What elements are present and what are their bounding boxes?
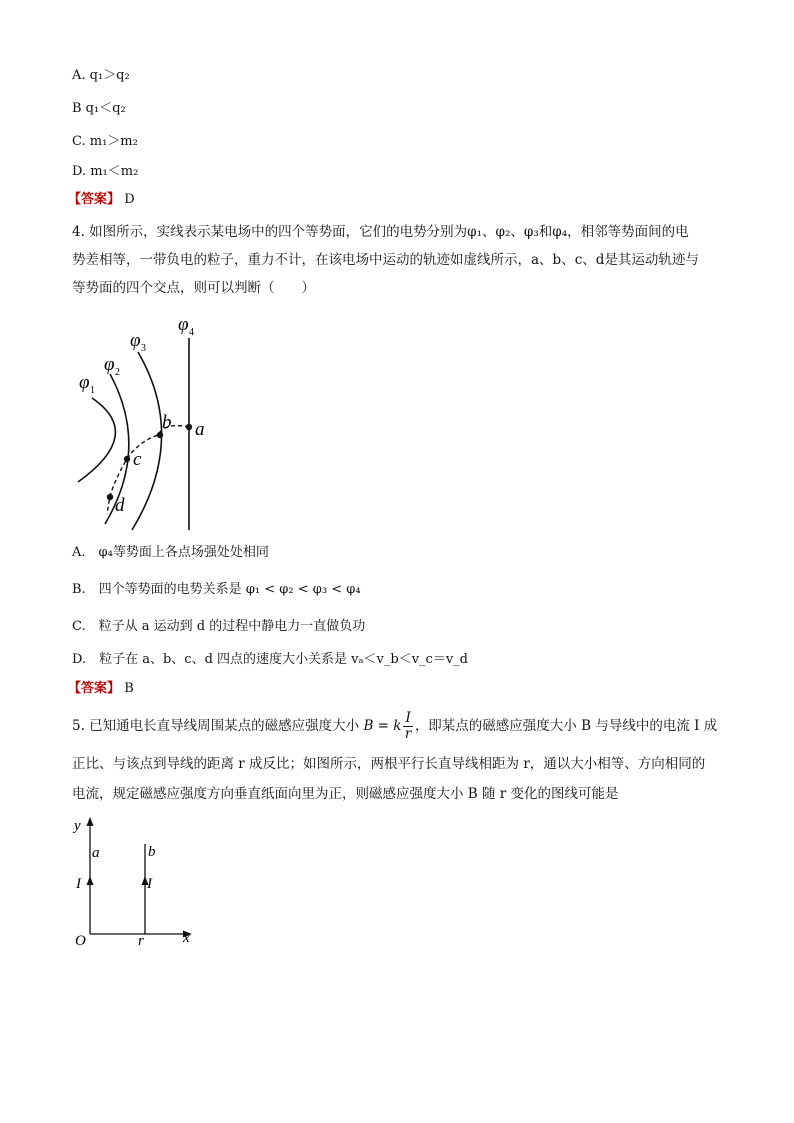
formula-denominator: r [404,726,412,742]
phi3-sub: 3 [141,343,146,354]
q3-option-d: D. m₁＜m₂ [72,164,139,179]
q3-option-c: C. m₁＞m₂ [72,134,138,149]
phi4-sub: 4 [189,327,194,338]
phi2-sub: 2 [115,367,120,378]
formula-lhs: B = k [363,718,402,734]
answer-bracket-close: 】 [107,681,121,696]
q4-stem-line-1: 4. 如图所示，实线表示某电场中的四个等势面，它们的电势分别为φ₁、φ₂、φ₃和φ₄，相邻等势面间的电 [72,224,689,240]
label-d: d [115,495,125,516]
wire-b-label: b [148,844,156,860]
q3-option-b: B q₁＜q₂ [72,101,126,116]
point-a [186,424,192,430]
q5-stem-1a: 5. 已知通电长直导线周围某点的磁感应强度大小 [72,718,364,734]
q4-stem-line-3: 等势面的四个交点，则可以判断（ ） [72,280,315,296]
phi4-label: φ [178,314,189,335]
q4-option-b: B. 四个等势面的电势关系是 φ₁ < φ₂ < φ₃ < φ₄ [72,582,361,597]
phi2-label: φ [104,354,115,375]
point-c [124,456,130,462]
formula-numerator: I [405,710,411,726]
equipotential-figure [70,312,230,534]
answer-bracket-close: 】 [107,192,121,207]
answer-label: 答案 [81,192,108,207]
origin-label: O [75,933,86,948]
current-label-a: I [76,876,81,892]
answer-value: B [124,681,134,696]
q4-stem [72,218,732,302]
q5-stem-line-2: 正比、与该点到导线的距离 r 成反比；如图所示，两根平行长直导线相距为 r，通以大小相等、方向相同的 [72,756,706,772]
current-label-b: I [147,876,152,892]
formula-fraction [403,711,412,742]
answer-bracket-open: 【 [68,681,82,696]
current-arrow-a [87,876,94,885]
q4-option-a: A. φ₄等势面上各点场强处处相同 [72,545,269,560]
distance-label-r: r [138,933,144,948]
q5-stem-line-1 [72,706,717,746]
phi1-sub: 1 [90,385,95,396]
equipotential-curve-3 [132,352,162,530]
answer-value: D [124,192,135,207]
q4-answer [68,679,134,699]
y-label: y [74,818,81,834]
q3-option-a: A. q₁＞q₂ [72,68,130,83]
q4-option-d: D. 粒子在 a、b、c、d 四点的速度大小关系是 vₐ＜v_b＜v_c＝v_d [72,652,468,667]
q5-stem-line-3: 电流，规定磁感应强度方向垂直纸面向里为正，则磁感应强度大小 B 随 r 变化的图线可能是 [72,786,619,802]
phi1-label: φ [79,372,90,393]
q4-option-c: C. 粒子从 a 运动到 d 的过程中静电力一直做负功 [72,619,366,634]
q4-stem-line-2: 势差相等，一带负电的粒子，重力不计，在该电场中运动的轨迹如虚线所示，a、b、c、d是其运动轨迹与 [72,252,699,268]
phi3-label: φ [130,330,141,351]
y-axis-arrow [87,817,94,826]
equipotential-curve-1 [78,398,115,482]
wire-a-label: a [92,845,100,861]
label-c: c [133,449,142,470]
q5-stem-1b: ，即某点的磁感应强度大小 B 与导线中的电流 I 成 [414,718,718,734]
point-d [107,494,113,500]
label-a: a [195,419,205,440]
answer-label: 答案 [81,681,108,696]
q3-answer [68,190,135,210]
label-b: b [162,412,172,433]
parallel-wires-figure [70,814,200,948]
answer-bracket-open: 【 [68,192,82,207]
x-label: x [183,930,190,946]
